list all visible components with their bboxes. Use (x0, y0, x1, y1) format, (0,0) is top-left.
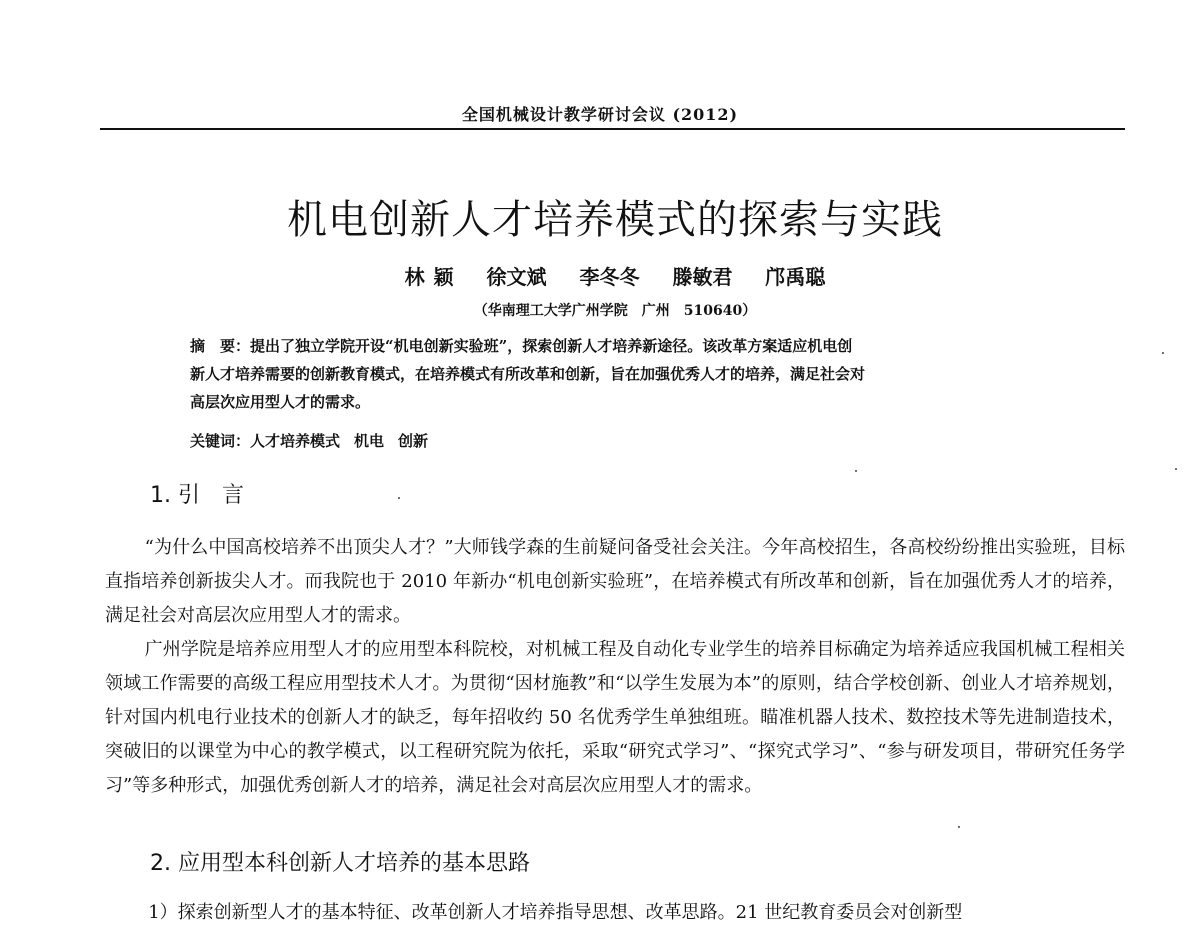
author: 徐文斌 (486, 265, 547, 289)
scan-speck (398, 497, 400, 499)
author: 林 颖 (404, 265, 454, 289)
paragraph: 广州学院是培养应用型人才的应用型本科院校，对机械工程及自动化专业学生的培养目标确定为培养适应我国机械工程相关领域工作需要的高级工程应用型技术人才。为贯彻“因材施教”和“以学生发展为本”的原则，结合学校创新、创业人才培养规划，针对国内机电行业技术的创新人才的缺乏，每年招收约 50 名优秀学生单独组班。瞄准机器人技术、数控技术等先进制造技术，突破旧的以课堂为中心的教学模式，以工程研究院为依托，采取“研究式学习”、“探究式学习”、“参与研发项目，带研究任务学习”等多种形式，加强优秀创新人才的培养，满足社会对高层次应用型人才的需求。 (105, 639, 1125, 796)
section-body-basic-ideas (105, 896, 1125, 930)
author-list (0, 261, 1200, 290)
keyword: 人才培养模式 (250, 432, 341, 450)
author: 李冬冬 (579, 265, 640, 289)
paragraph: 1）探索创新型人才的基本特征、改革创新人才培养指导思想、改革思路。21 世纪教育委员会对创新型 (148, 902, 963, 923)
keyword: 创新 (398, 432, 429, 450)
abstract (190, 332, 1050, 416)
keyword: 机电 (354, 432, 385, 450)
author: 邝禹聪 (765, 265, 826, 289)
scan-speck (1175, 468, 1177, 470)
section-body-introduction (105, 531, 1125, 803)
scan-speck (1162, 352, 1164, 354)
keywords (190, 430, 442, 451)
abstract-line: 高层次应用型人才的需求。 (190, 393, 371, 411)
abstract-label: 摘 要： (190, 337, 251, 355)
header-rule (100, 128, 1125, 130)
section-heading-introduction: 1. 引 言 (150, 483, 244, 508)
keywords-label: 关键词： (190, 432, 251, 450)
scan-speck (855, 470, 857, 472)
abstract-line: 新人才培养需要的创新教育模式，在培养模式有所改革和创新，旨在加强优秀人才的培养，满足社会对 (190, 365, 866, 383)
author: 滕敏君 (672, 265, 733, 289)
paragraph: “为什么中国高校培养不出顶尖人才？”大师钱学森的生前疑问备受社会关注。今年高校招生，各高校纷纷推出实验班，目标直指培养创新拔尖人才。而我院也于 2010 年新办“机电创新实验班”，在培养模式有所改革和创新，旨在加强优秀人才的培养，满足社会对高层次应用型人才的需求。 (105, 537, 1125, 626)
abstract-line: 摘 要：提出了独立学院开设“机电创新实验班”，探索创新人才培养新途径。该改革方案适应机电创 (190, 337, 853, 355)
section-heading-basic-ideas: 2. 应用型本科创新人才培养的基本思路 (150, 851, 530, 876)
affiliation: （华南理工大学广州学院 广州 510640） (473, 303, 757, 319)
scan-speck (958, 826, 960, 828)
running-header: 全国机械设计教学研讨会议 (2012) (461, 105, 739, 124)
paper-title: 机电创新人才培养模式的探索与实践 (287, 197, 943, 243)
